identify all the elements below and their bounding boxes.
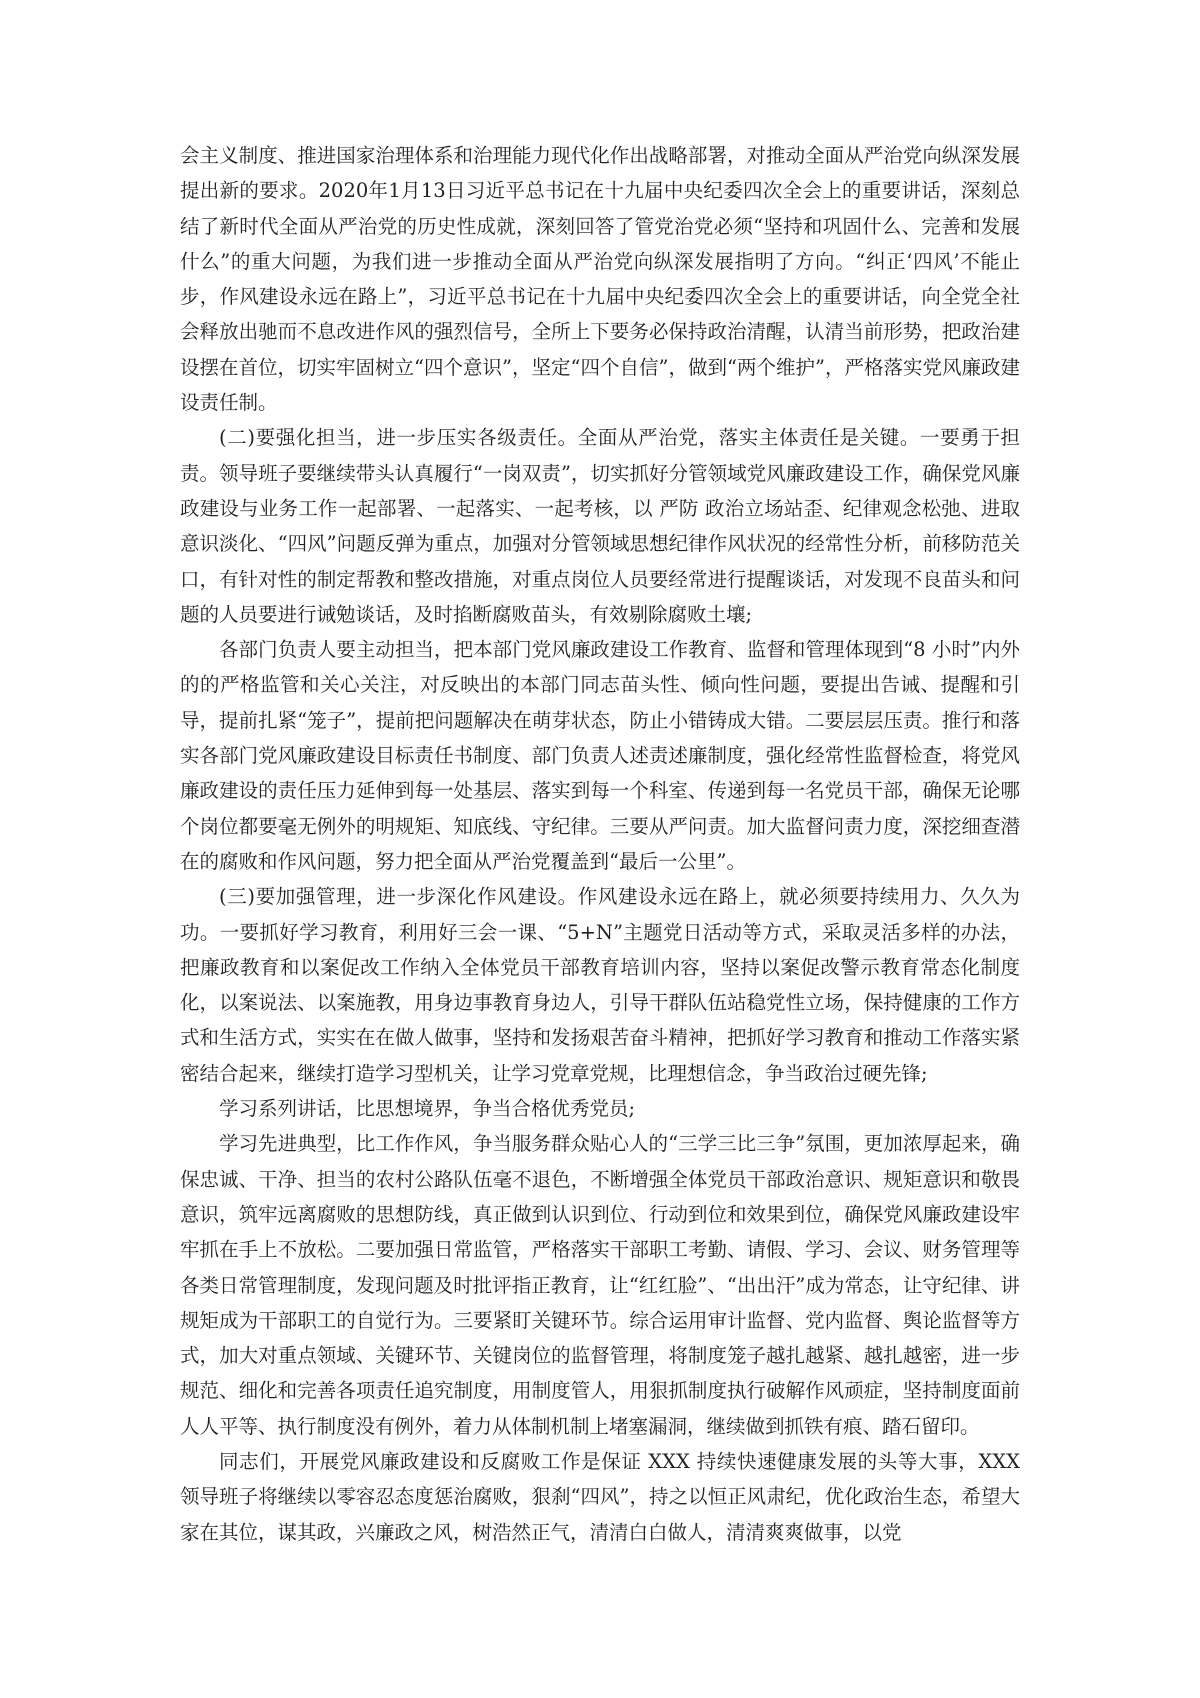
paragraph-3: 各部门负责人要主动担当，把本部门党风廉政建设工作教育、监督和管理体现到“8 小时”内外的的严格监管和关心关注，对反映出的本部门同志苗头性、倾向性问题，要提出告诫、提醒和引导，提前扎紧“笼子”，提前把问题解决在萌芽状态，防止小错铸成大错。二要层层压责。推行和落实各部门党风廉政建设目标责任书制度、部门负责人述责述廉制度，强化经常性监督检查，将党风廉政建设的责任压力延伸到每一处基层、落实到每一个科室、传递到每一名党员干部，确保无论哪个岗位都要毫无例外的明规矩、知底线、守纪律。三要从严问责。加大监督问责力度，深挖细查潜在的腐败和作风问题，努力把全面从严治党覆盖到“最后一公里”。: [180, 638, 1020, 873]
paragraph-7: 同志们，开展党风廉政建设和反腐败工作是保证 XXX 持续快速健康发展的头等大事，XXX 领导班子将继续以零容忍态度惩治腐败，狠刹“四风”，持之以恒正风肃纪，优化政治生态，希望大家在其位，谋其政，兴廉政之风，树浩然正气，清清白白做人，清清爽爽做事，以党: [180, 1449, 1020, 1544]
paragraph-6: 学习先进典型，比工作作风，争当服务群众贴心人的“三学三比三争”氛围，更加浓厚起来，确保忠诚、干净、担当的农村公路队伍毫不退色，不断增强全体党员干部政治意识、规矩意识和敬畏意识，筑牢远离腐败的思想防线，真正做到认识到位、行动到位和效果到位，确保党风廉政建设牢牢抓在手上不放松。二要加强日常监管，严格落实干部职工考勤、请假、学习、会议、财务管理等各类日常管理制度，发现问题及时批评指正教育，让“红红脸”、“出出汗”成为常态，让守纪律、讲规矩成为干部职工的自觉行为。三要紧盯关键环节。综合运用审计监督、党内监督、舆论监督等方式，加大对重点领域、关键环节、关键岗位的监督管理，将制度笼子越扎越紧、越扎越密，进一步规范、细化和完善各项责任追究制度，用制度管人，用狠抓制度执行破解作风顽症，坚持制度面前人人平等、执行制度没有例外，着力从体制机制上堵塞漏洞，继续做到抓铁有痕、踏石留印。: [180, 1132, 1020, 1438]
paragraph-2: (二)要强化担当，进一步压实各级责任。全面从严治党，落实主体责任是关键。一要勇于担责。领导班子要继续带头认真履行“一岗双责”，切实抓好分管领域党风廉政建设工作，确保党风廉政建设与业务工作一起部署、一起落实、一起考核，以 严防 政治立场站歪、纪律观念松弛、进取意识淡化、“四风”问题反弹为重点，加强对分管领域思想纪律作风状况的经常性分析，前移防范关口，有针对性的制定帮教和整改措施，对重点岗位人员要经常进行提醒谈话，对发现不良苗头和问题的人员要进行诫勉谈话，及时掐断腐败苗头，有效剔除腐败土壤;: [180, 426, 1020, 626]
document-body: [180, 138, 1020, 1550]
paragraph-4: (三)要加强管理，进一步深化作风建设。作风建设永远在路上，就必须要持续用力、久久为功。一要抓好学习教育，利用好三会一课、“5+N”主题党日活动等方式，采取灵活多样的办法，把廉政教育和以案促改工作纳入全体党员干部教育培训内容，坚持以案促改警示教育常态化制度化，以案说法、以案施教，用身边事教育身边人，引导干群队伍站稳党性立场，保持健康的工作方式和生活方式，实实在在做人做事，坚持和发扬艰苦奋斗精神，把抓好学习教育和推动工作落实紧密结合起来，继续打造学习型机关，让学习党章党规，比理想信念，争当政治过硬先锋;: [180, 885, 1020, 1085]
paragraph-5: 学习系列讲话，比思想境界，争当合格优秀党员;: [219, 1097, 636, 1121]
paragraph-1: 会主义制度、推进国家治理体系和治理能力现代化作出战略部署，对推动全面从严治党向纵深发展提出新的要求。2020年1月13日习近平总书记在十九届中央纪委四次全会上的重要讲话，深刻总结了新时代全面从严治党的历史性成就，深刻回答了管党治党必须“坚持和巩固什么、完善和发展什么”的重大问题，为我们进一步推动全面从严治党向纵深发展指明了方向。“纠正‘四风’不能止步，作风建设永远在路上”，习近平总书记在十九届中央纪委四次全会上的重要讲话，向全党全社会释放出驰而不息改进作风的强烈信号，全所上下要务必保持政治清醒，认清当前形势，把政治建设摆在首位，切实牢固树立“四个意识”，坚定“四个自信”，做到“两个维护”，严格落实党风廉政建设责任制。: [180, 144, 1020, 415]
